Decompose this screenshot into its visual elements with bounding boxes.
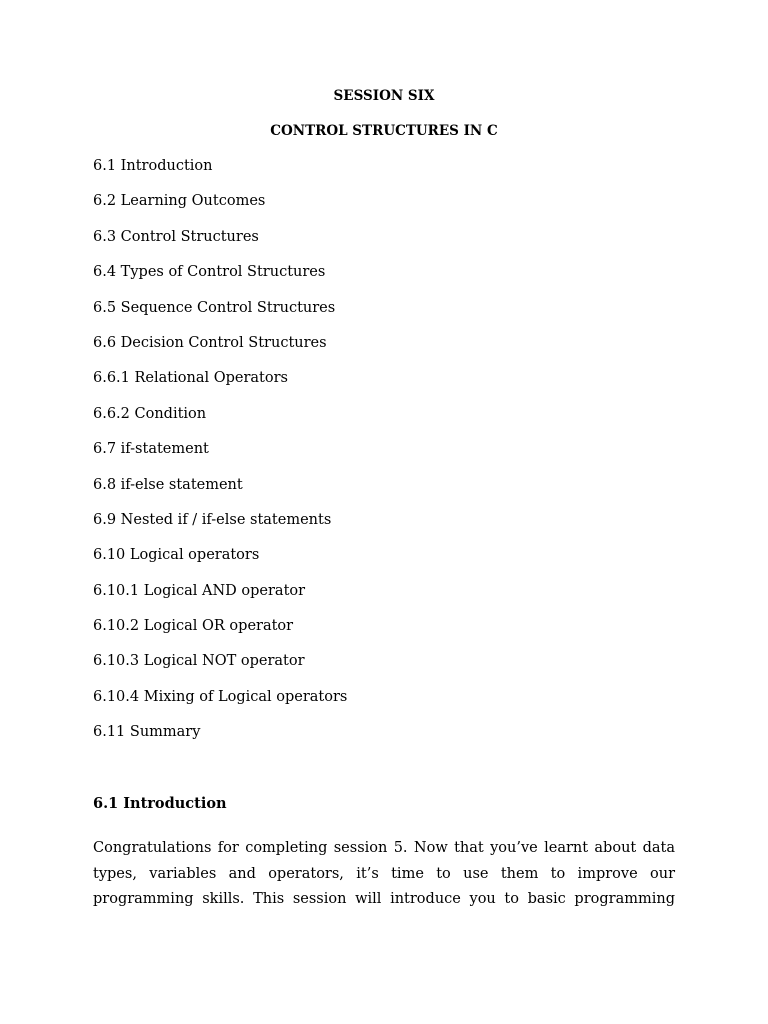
toc-item: 6.6 Decision Control Structures [93, 334, 327, 351]
toc-item: 6.7 if-statement [93, 441, 209, 458]
toc-item: 6.1 Introduction [93, 158, 213, 174]
intro-paragraph [93, 836, 675, 913]
toc-item: 6.10.4 Mixing of Logical operators [93, 688, 348, 705]
table-of-contents [93, 157, 347, 759]
paragraph-line: programming skills. This session will introduce you to basic programming [93, 891, 675, 907]
toc-item: 6.6.1 Relational Operators [93, 370, 288, 387]
paragraph-line: Congratulations for completing session 5. Now that you’ve learnt about data [93, 840, 675, 856]
toc-item: 6.5 Sequence Control Structures [93, 299, 336, 316]
toc-item: 6.11 Summary [93, 724, 201, 741]
toc-item: 6.10.1 Logical AND operator [93, 582, 306, 599]
toc-item: 6.2 Learning Outcomes [93, 193, 266, 210]
toc-item: 6.10 Logical operators [93, 547, 260, 564]
paragraph-line: types, variables and operators, it’s time to use them to improve our [93, 865, 675, 882]
toc-item: 6.10.3 Logical NOT operator [93, 653, 305, 670]
toc-item: 6.9 Nested if / if-else statements [93, 511, 332, 528]
toc-item: 6.8 if-else statement [93, 476, 243, 493]
toc-item: 6.4 Types of Control Structures [93, 264, 326, 281]
toc-item: 6.3 Control Structures [93, 228, 259, 245]
session-subtitle: CONTROL STRUCTURES IN C [270, 123, 498, 139]
toc-item: 6.10.2 Logical OR operator [93, 618, 294, 635]
section-heading: 6.1 Introduction [93, 795, 227, 812]
toc-item: 6.6.2 Condition [93, 405, 207, 422]
session-title: SESSION SIX [333, 88, 435, 104]
